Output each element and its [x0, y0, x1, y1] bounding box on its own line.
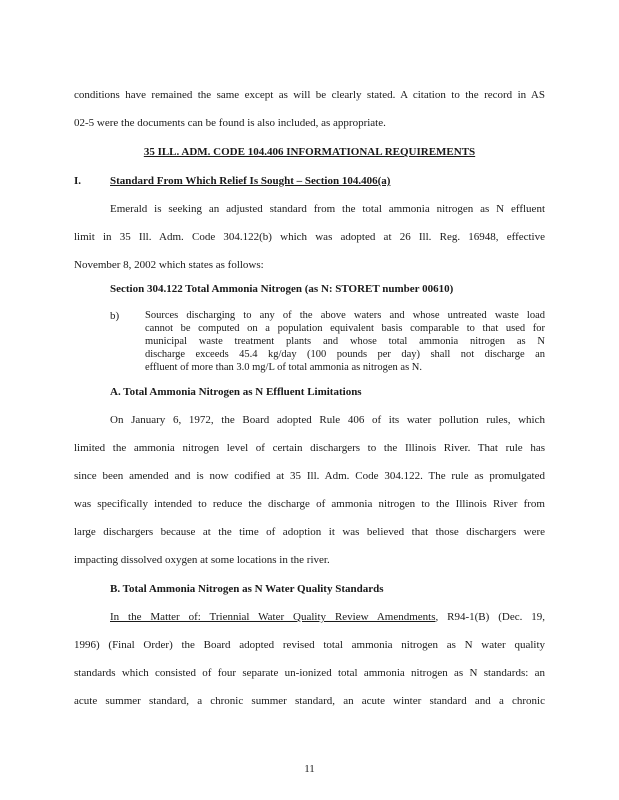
quote-line: municipal waste treatment plants and whose total ammonia nitrogen as N	[145, 336, 545, 347]
paragraph-line: 1996) (Final Order) the Board adopted revised total ammonia nitrogen as N water quality	[74, 639, 545, 651]
quote-line: Sources discharging to any of the above waters and whose untreated waste load	[145, 310, 545, 321]
paragraph-line: acute summer standard, a chronic summer standard, an acute winter standard and a chronic	[74, 695, 545, 707]
quote-heading: Section 304.122 Total Ammonia Nitrogen (as N: STORET number 00610)	[110, 283, 454, 295]
case-title: In the Matter of: Triennial Water Quality Review Amendments	[110, 611, 436, 623]
page-number: 11	[304, 763, 315, 775]
quote-line: discharge exceeds 45.4 kg/day (100 pounds per day) shall not discharge an	[145, 349, 545, 360]
section-title: Standard From Which Relief Is Sought – Section 104.406(a)	[110, 175, 391, 187]
case-citation: , R94-1(B) (Dec. 19,	[435, 611, 545, 623]
paragraph-line: large dischargers because at the time of adoption it was believed that those dischargers were	[74, 526, 545, 538]
section-number: I.	[74, 175, 82, 187]
paragraph-line: impacting dissolved oxygen at some locations in the river.	[74, 554, 330, 566]
paragraph-line: standards which consisted of four separate un-ionized total ammonia nitrogen as N standards: an	[74, 667, 545, 679]
paragraph-line: limit in 35 Ill. Adm. Code 304.122(b) which was adopted at 26 Ill. Reg. 16948, effective	[74, 231, 545, 243]
paragraph-line	[110, 610, 545, 624]
paragraph-line: was specifically intended to reduce the discharge of ammonia nitrogen to the Illinois River from	[74, 498, 545, 510]
paragraph-line: limited the ammonia nitrogen level of certain dischargers to the Illinois River. That rule has	[74, 442, 545, 454]
paragraph-line: Emerald is seeking an adjusted standard from the total ammonia nitrogen as N effluent	[110, 203, 545, 215]
main-heading: 35 ILL. ADM. CODE 104.406 INFORMATIONAL REQUIREMENTS	[143, 146, 476, 158]
paragraph-line: 02-5 were the documents can be found is also included, as appropriate.	[74, 117, 386, 129]
paragraph-line: conditions have remained the same except as will be clearly stated. A citation to the record in AS	[74, 89, 545, 101]
paragraph-line: November 8, 2002 which states as follows:	[74, 259, 264, 271]
quote-item-label: b)	[110, 310, 120, 322]
paragraph-line: since been amended and is now codified at 35 Ill. Adm. Code 304.122. The rule as promulgated	[74, 470, 545, 482]
subsection-b-heading: B. Total Ammonia Nitrogen as N Water Quality Standards	[110, 583, 384, 595]
subsection-a-heading: A. Total Ammonia Nitrogen as N Effluent Limitations	[110, 386, 362, 398]
paragraph-line: On January 6, 1972, the Board adopted Rule 406 of its water pollution rules, which	[110, 414, 545, 426]
quote-line: cannot be computed on a population equivalent basis comparable to that used for	[145, 323, 545, 334]
quote-line: effluent of more than 3.0 mg/L of total ammonia as nitrogen as N.	[145, 362, 423, 373]
